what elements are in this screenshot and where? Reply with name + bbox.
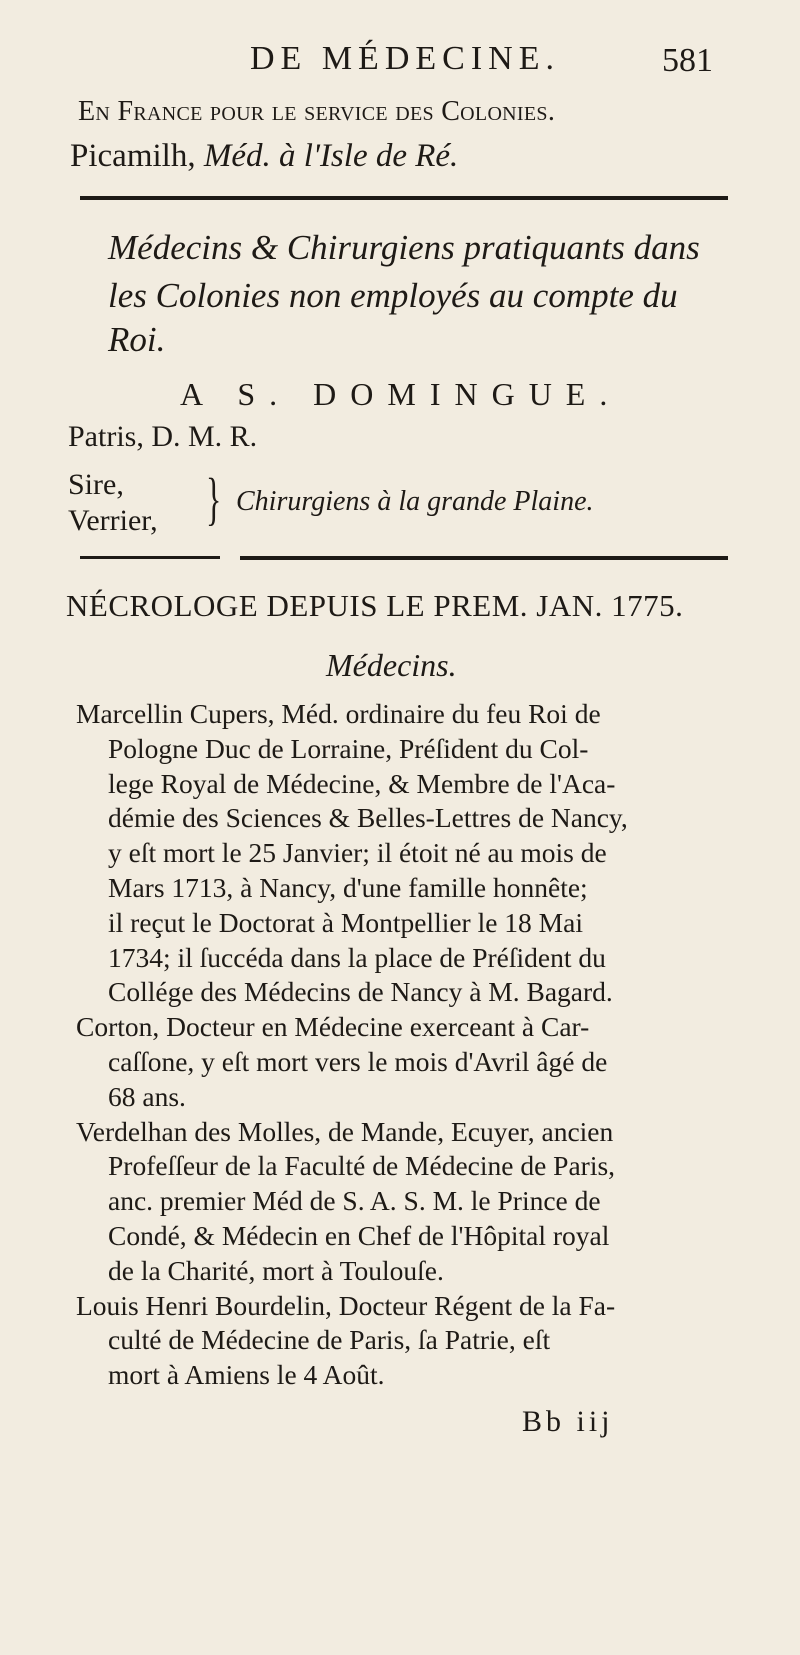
- section-divider: [80, 196, 728, 200]
- colonies-heading-line-1: Médecins & Chirurgiens pratiquants dans: [108, 228, 700, 267]
- entry-line: lege Royal de Médecine, & Membre de l'Aca-: [108, 767, 616, 799]
- patris-entry: Patris, D. M. R.: [68, 420, 258, 453]
- colonies-heading-line-2: les Colonies non employés au compte du: [108, 276, 678, 315]
- page-number: 581: [662, 42, 713, 79]
- picamilh-entry: [70, 138, 458, 175]
- entry-line: Verdelhan des Molles, de Mande, Ecuyer, ancien: [76, 1115, 614, 1147]
- sire-entry: Sire,: [68, 468, 124, 501]
- entry-line: caſſone, y eſt mort vers le mois d'Avril âgé de: [108, 1045, 608, 1077]
- entry-line: 68 ans.: [108, 1080, 186, 1112]
- entry-name: Picamilh: [70, 138, 188, 174]
- entry-line: Marcellin Cupers, Méd. ordinaire du feu Roi de: [76, 698, 601, 729]
- entry-line: il reçut le Doctorat à Montpellier le 18 Mai: [108, 906, 583, 938]
- verrier-entry: Verrier,: [68, 504, 158, 537]
- entry-line: Pologne Duc de Lorraine, Préſident du Col-: [108, 732, 589, 764]
- entry-line: Mars 1713, à Nancy, d'une famille honnête;: [108, 871, 588, 903]
- entry-corton: [76, 1010, 742, 1114]
- signature-mark: Bb iij: [522, 1405, 614, 1438]
- entry-line: démie des Sciences & Belles-Lettres de Nancy,: [108, 802, 628, 834]
- entry-line: Louis Henri Bourdelin, Docteur Régent de la Fa-: [76, 1289, 616, 1321]
- entry-line: culté de Médecine de Paris, ſa Patrie, eſt: [108, 1324, 551, 1356]
- necrologe-title: NÉCROLOGE DEPUIS LE PREM. JAN. 1775.: [66, 588, 684, 623]
- entry-line: mort à Amiens le 4 Août.: [108, 1359, 385, 1391]
- entry-line: Profeſſeur de la Faculté de Médecine de Paris,: [108, 1150, 616, 1182]
- entry-place: Méd. à l'Isle de Ré.: [203, 138, 459, 174]
- divider-right: [240, 556, 728, 560]
- entry-line: y eſt mort le 25 Janvier; il étoit né au mois de: [108, 837, 607, 869]
- necrologe-entries: [76, 697, 742, 1393]
- location-heading: A S. DOMINGUE.: [180, 376, 622, 412]
- divider-left: [80, 556, 220, 559]
- entry-line: Condé, & Médecin en Chef de l'Hôpital royal: [108, 1219, 610, 1251]
- entry-line: Corton, Docteur en Médecine exerceant à Car-: [76, 1011, 590, 1043]
- entry-line: Collége des Médecins de Nancy à M. Bagard.: [108, 976, 613, 1008]
- service-colonies-line: En France pour le service des Colonies.: [78, 96, 556, 127]
- entry-verdelhan: [76, 1115, 742, 1289]
- entry-bourdelin: [76, 1289, 742, 1393]
- entry-cupers: [76, 697, 742, 1010]
- running-title: DE MÉDECINE.: [250, 40, 560, 77]
- necrologe-subtitle: Médecins.: [326, 647, 457, 683]
- colonies-heading-line-3: Roi.: [108, 320, 166, 359]
- entry-separator: ,: [187, 138, 204, 174]
- chirurgiens-note: Chirurgiens à la grande Plaine.: [236, 486, 594, 517]
- entry-line: anc. premier Méd de S. A. S. M. le Prince de: [108, 1185, 601, 1217]
- grouping-brace: }: [206, 466, 222, 531]
- entry-line: de la Charité, mort à Toulouſe.: [108, 1254, 444, 1286]
- entry-line: 1734; il ſuccéda dans la place de Préſident du: [108, 941, 606, 973]
